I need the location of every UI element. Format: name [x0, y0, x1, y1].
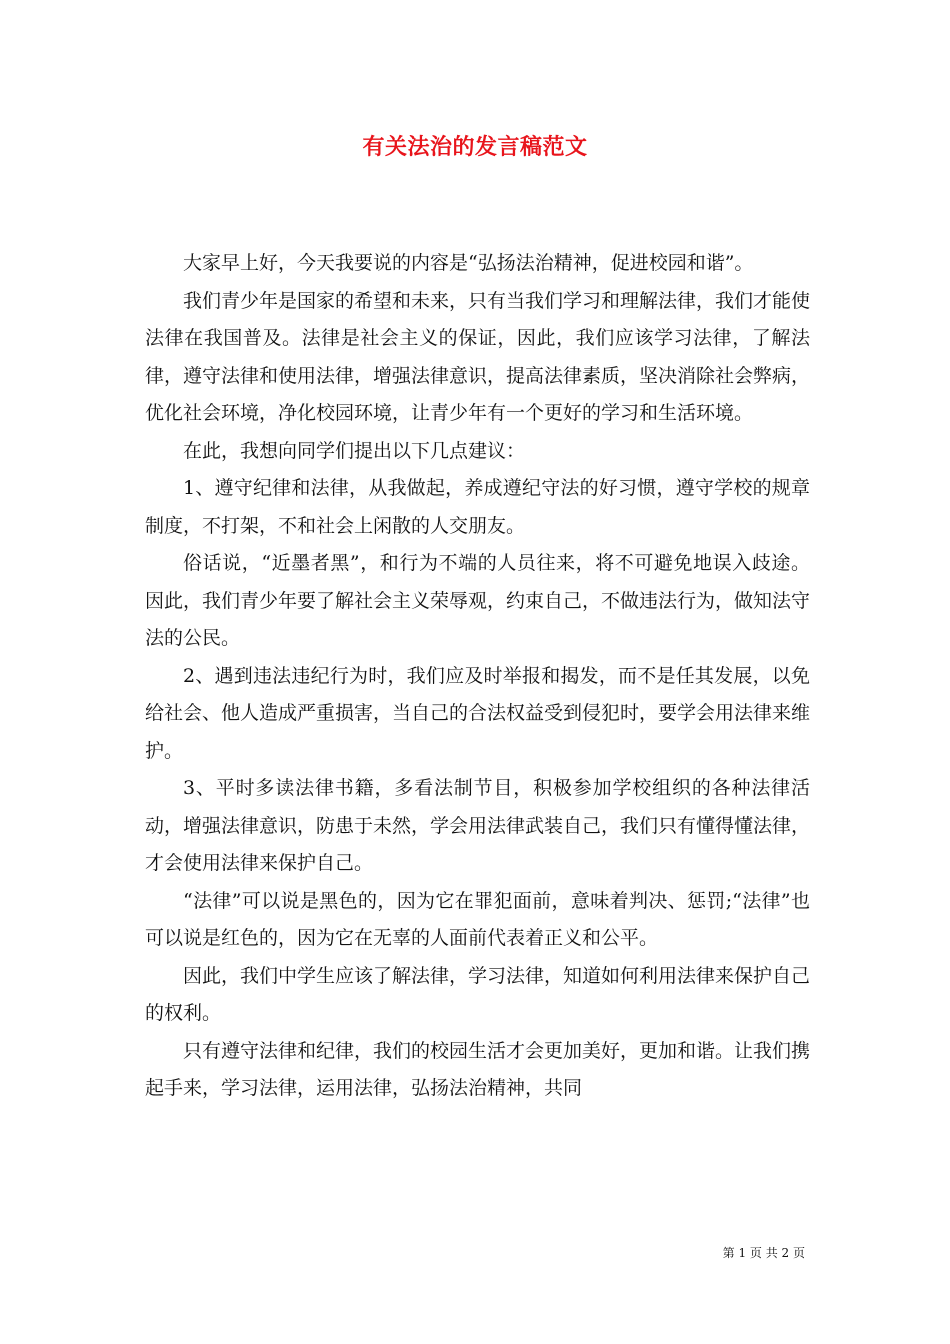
page-number: 第 1 页 共 2 页	[722, 1246, 805, 1260]
paragraph: 3、平时多读法律书籍，多看法制节目，积极参加学校组织的各种法律活动，增强法律意识，防患于未然，学会用法律武装自己，我们只有懂得懂法律，才会使用法律来保护自己。	[145, 777, 810, 874]
paragraph: 俗话说，“近墨者黑”，和行为不端的人员往来，将不可避免地误入歧途。因此，我们青少年要了解社会主义荣辱观，约束自己，不做违法行为，做知法守法的公民。	[145, 552, 810, 649]
document-title: 有关法治的发言稿范文	[362, 134, 588, 160]
paragraph: 大家早上好，今天我要说的内容是“弘扬法治精神，促进校园和谐”。	[183, 252, 754, 274]
paragraph: 因此，我们中学生应该了解法律，学习法律，知道如何利用法律来保护自己的权利。	[145, 964, 810, 1024]
paragraph: 在此，我想向同学们提出以下几点建议：	[183, 439, 526, 462]
paragraph: 2、遇到违法违纪行为时，我们应及时举报和揭发，而不是任其发展，以免给社会、他人造成严重损害，当自己的合法权益受到侵犯时，要学会用法律来维护。	[145, 664, 810, 762]
paragraph: “法律”可以说是黑色的，因为它在罪犯面前，意味着判决、惩罚;“法律”也可以说是红色的，因为它在无辜的人面前代表着正义和公平。	[145, 889, 810, 949]
paragraph: 只有遵守法律和纪律，我们的校园生活才会更加美好，更加和谐。让我们携起手来，学习法律，运用法律，弘扬法治精神，共同	[145, 1039, 810, 1099]
paragraph: 1、遵守纪律和法律，从我做起，养成遵纪守法的好习惯，遵守学校的规章制度，不打架，不和社会上闲散的人交朋友。	[145, 477, 810, 537]
document-body	[145, 245, 810, 1210]
paragraph: 我们青少年是国家的希望和未来，只有当我们学习和理解法律，我们才能使法律在我国普及。法律是社会主义的保证，因此，我们应该学习法律，了解法律，遵守法律和使用法律，增强法律意识，提高法律素质，坚决消除社会弊病，优化社会环境，净化校园环境，让青少年有一个更好的学习和生活环境。	[145, 289, 810, 424]
